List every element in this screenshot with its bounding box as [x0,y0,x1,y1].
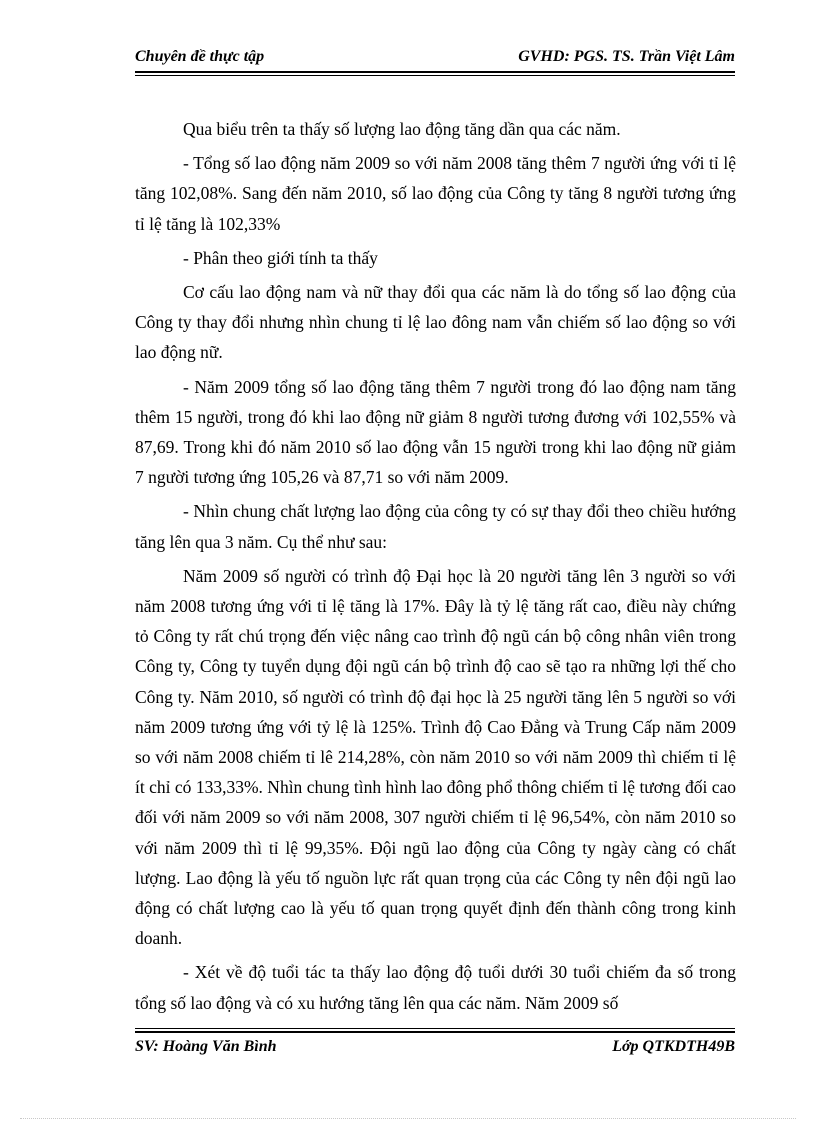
page-footer [135,1038,735,1060]
header-supervisor: GVHD: PGS. TS. Trần Việt Lâm [518,48,735,65]
header-divider [135,71,735,76]
paragraph: - Nhìn chung chất lượng lao động của công ty có sự thay đổi theo chiều hướng tăng lên qua 3 năm. Cụ thể như sau: [135,501,736,552]
document-body [135,114,736,1022]
paragraph: Qua biểu trên ta thấy số lượng lao động tăng dần qua các năm. [183,119,621,139]
header-title: Chuyên đề thực tập [135,48,265,65]
page-edge-divider [20,1118,796,1119]
paragraph: Năm 2009 số người có trình độ Đại học là 20 người tăng lên 3 người so với năm 2008 tương ứng với tỉ lệ tăng là 17%. Đây là tỷ lệ tăng rất cao, điều này chứng tỏ Công ty rất chú trọng đến việc nâng cao trình độ ngũ cán bộ công nhân viên trong Công ty, Công ty tuyển dụng đội ngũ cán bộ trình độ cao sẽ tạo ra những lợi thế cho Công ty. Năm 2010, số người có trình độ đại học là 25 người tăng lên 5 người so với năm 2009 tương ứng với tỷ lệ là 125%. Trình độ Cao Đẳng và Trung Cấp năm 2009 so với năm 2008 chiếm tỉ lê 214,28%, còn năm 2010 so với năm 2009 thì chiếm tỉ lệ ít chỉ có 133,33%. Nhìn chung tình hình lao đông phổ thông chiếm tỉ lệ tương đối cao đối với năm 2009 so với năm 2008, 307 người chiếm tỉ lệ 96,54%, còn năm 2010 so với năm 2009 thì tỉ lệ 99,35%. Đội ngũ lao động của Công ty ngày càng có chất lượng. Lao động là yếu tố nguồn lực rất quan trọng của các Công ty nên đội ngũ lao động có chất lượng cao là yếu tố quan trọng quyết định đến thành công trong kinh doanh. [135,565,736,949]
footer-student: SV: Hoàng Văn Bình [135,1038,277,1055]
paragraph: - Năm 2009 tổng số lao động tăng thêm 7 người trong đó lao động nam tăng thêm 15 người, trong đó khi lao động nữ giảm 8 người tương đương với 102,55% và 87,69. Trong khi đó năm 2010 số lao động vẫn 15 người trong khi lao động nữ giảm 7 người tương ứng 105,26 và 87,71 so với năm 2009. [135,376,736,488]
paragraph: - Phân theo giới tính ta thấy [183,247,378,268]
paragraph: Cơ cấu lao động nam và nữ thay đổi qua các năm là do tổng số lao động của Công ty thay đổi nhưng nhìn chung tỉ lệ lao đông nam vẫn chiếm số lao động so với lao động nữ. [135,282,736,363]
footer-divider [135,1028,735,1033]
page-header [135,48,735,70]
paragraph: - Tổng số lao động năm 2009 so với năm 2008 tăng thêm 7 người ứng với tỉ lệ tăng 102,08%. Sang đến năm 2010, số lao động của Công ty tăng 8 người tương ứng tỉ lệ tăng là 102,33% [135,153,736,234]
paragraph: - Xét về độ tuổi tác ta thấy lao động độ tuổi dưới 30 tuổi chiếm đa số trong tổng số lao động và có xu hướng tăng lên qua các năm. Năm 2009 số [135,962,736,1013]
footer-class: Lớp QTKDTH49B [612,1038,735,1055]
